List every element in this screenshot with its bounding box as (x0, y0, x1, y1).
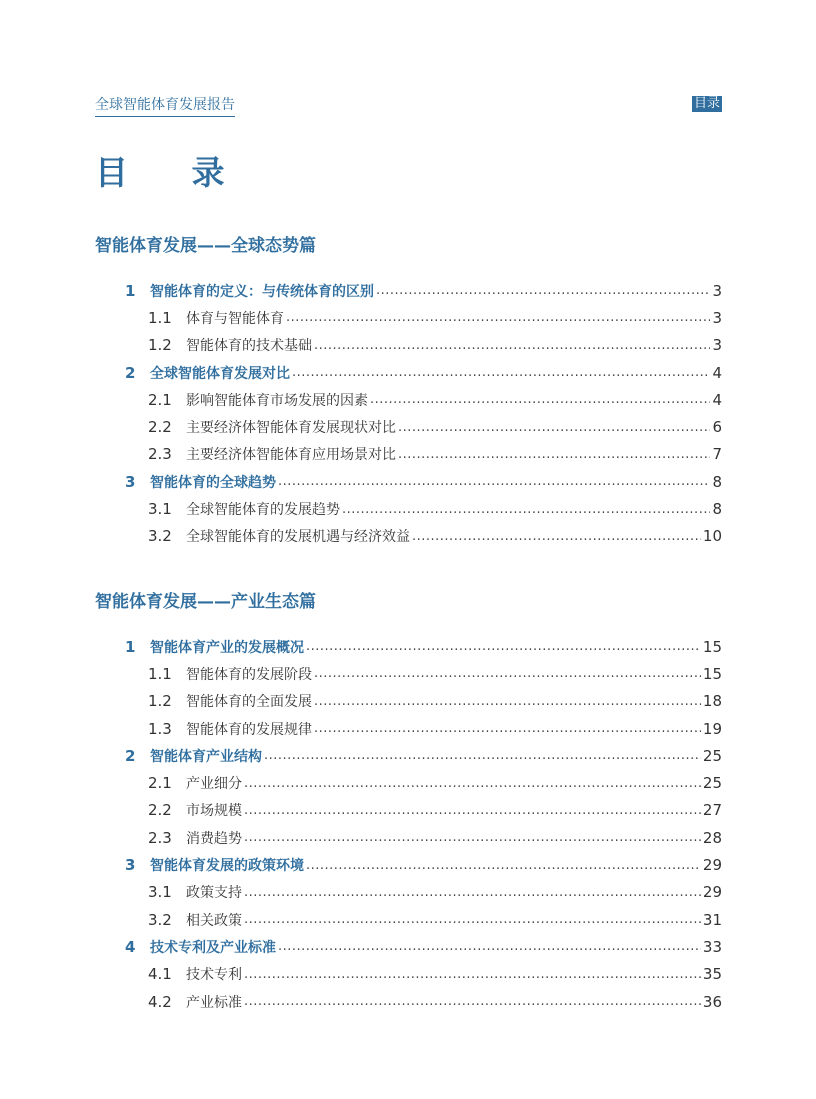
entry-page-number: 19 (702, 719, 722, 738)
dot-leader (314, 666, 701, 681)
entry-page-number: 10 (702, 527, 722, 546)
entry-number: 4.1 (148, 965, 172, 984)
toc-chapter-entry[interactable] (95, 468, 722, 495)
toc-subsection-entry[interactable] (95, 660, 722, 687)
entry-page-number: 15 (702, 637, 722, 656)
entry-number: 1 (125, 637, 136, 656)
dot-leader (286, 310, 710, 325)
dot-leader (412, 529, 701, 544)
toc-subsection-entry[interactable] (95, 441, 722, 468)
toc-subsection-entry[interactable] (95, 413, 722, 440)
dot-leader (376, 283, 710, 298)
entry-label: 主要经济体智能体育应用场景对比 (186, 447, 396, 464)
toc-subsection-entry[interactable] (95, 988, 722, 1015)
entry-page-number: 33 (702, 937, 722, 956)
page-title: 目 录 (95, 153, 251, 192)
toc-chapter-entry[interactable] (95, 633, 722, 660)
toc-subsection-entry[interactable] (95, 906, 722, 933)
toc-subsection-entry[interactable] (95, 879, 722, 906)
entry-label: 智能体育的发展规律 (186, 721, 312, 738)
entry-page-number: 6 (712, 418, 722, 437)
toc-chapter-entry[interactable] (95, 851, 722, 878)
dot-leader (314, 694, 701, 709)
entry-number: 3.2 (148, 910, 172, 929)
section-title: 智能体育发展——全球态势篇 (95, 236, 316, 256)
dot-leader (244, 912, 701, 927)
dot-leader (244, 776, 701, 791)
toc-chapter-entry[interactable] (95, 933, 722, 960)
entry-label: 相关政策 (186, 912, 242, 929)
entry-label: 全球智能体育的发展机遇与经济效益 (186, 529, 410, 546)
entry-label: 消费趋势 (186, 830, 242, 847)
dot-leader (342, 502, 710, 517)
entry-label: 技术专利 (186, 967, 242, 984)
toc-subsection-entry[interactable] (95, 797, 722, 824)
dot-leader (292, 365, 710, 380)
dot-leader (264, 748, 701, 763)
entry-page-number: 8 (712, 472, 722, 491)
entry-page-number: 35 (702, 965, 722, 984)
entry-page-number: 27 (702, 801, 722, 820)
toc-subsection-entry[interactable] (95, 688, 722, 715)
entry-number: 2 (125, 363, 136, 382)
entry-number: 1.2 (148, 336, 172, 355)
entry-number: 2.3 (148, 445, 172, 464)
toc-badge: 目录 (693, 96, 720, 111)
entry-page-number: 7 (712, 445, 722, 464)
entry-number: 2.2 (148, 801, 172, 820)
entry-label: 智能体育的全面发展 (186, 694, 312, 711)
toc-section-industry (95, 590, 722, 1015)
entry-label: 产业标准 (186, 994, 242, 1011)
entry-label: 产业细分 (186, 776, 242, 793)
entry-label: 智能体育的技术基础 (186, 338, 312, 355)
report-title: 全球智能体育发展报告 (95, 96, 235, 117)
entry-number: 1.1 (148, 664, 172, 683)
toc-chapter-entry[interactable] (95, 359, 722, 386)
dot-leader (398, 447, 710, 462)
toc-chapter-entry[interactable] (95, 277, 722, 304)
entry-label: 技术专利及产业标准 (150, 939, 276, 956)
entry-page-number: 15 (702, 664, 722, 683)
toc-subsection-entry[interactable] (95, 523, 722, 550)
dot-leader (244, 830, 701, 845)
toc-subsection-entry[interactable] (95, 304, 722, 331)
entry-page-number: 4 (712, 390, 722, 409)
dot-leader (314, 721, 701, 736)
entry-label: 影响智能体育市场发展的因素 (186, 392, 368, 409)
entry-number: 4 (125, 937, 136, 956)
toc-chapter-entry[interactable] (95, 742, 722, 769)
entry-label: 全球智能体育的发展趋势 (186, 502, 340, 519)
entry-number: 3.1 (148, 883, 172, 902)
entry-page-number: 29 (702, 883, 722, 902)
entry-page-number: 18 (702, 692, 722, 711)
entry-label: 主要经济体智能体育发展现状对比 (186, 420, 396, 437)
entry-number: 3 (125, 472, 136, 491)
entry-page-number: 3 (712, 308, 722, 327)
entry-number: 4.2 (148, 992, 172, 1011)
entry-page-number: 31 (702, 910, 722, 929)
toc-entries (95, 277, 722, 550)
entry-label: 智能体育的定义：与传统体育的区别 (150, 283, 374, 300)
entry-label: 智能体育产业的发展概况 (150, 639, 304, 656)
dot-leader (306, 639, 701, 654)
dot-leader (278, 939, 701, 954)
entry-page-number: 28 (702, 828, 722, 847)
dot-leader (244, 803, 701, 818)
entry-label: 市场规模 (186, 803, 242, 820)
entry-number: 2.2 (148, 418, 172, 437)
entry-number: 2.1 (148, 774, 172, 793)
section-title: 智能体育发展——产业生态篇 (95, 592, 316, 612)
toc-subsection-entry[interactable] (95, 769, 722, 796)
entry-label: 智能体育的发展阶段 (186, 666, 312, 683)
entry-label: 智能体育发展的政策环境 (150, 858, 304, 875)
entry-number: 2.3 (148, 828, 172, 847)
entry-number: 1.1 (148, 308, 172, 327)
dot-leader (278, 474, 710, 489)
dot-leader (244, 885, 701, 900)
page-header (95, 96, 722, 118)
toc-entries (95, 633, 722, 1015)
entry-page-number: 25 (702, 774, 722, 793)
toc-subsection-entry[interactable] (95, 824, 722, 851)
toc-subsection-entry[interactable] (95, 715, 722, 742)
toc-subsection-entry[interactable] (95, 961, 722, 988)
toc-section-global (95, 234, 722, 550)
entry-number: 1.3 (148, 719, 172, 738)
entry-number: 2.1 (148, 390, 172, 409)
entry-page-number: 25 (702, 746, 722, 765)
toc-subsection-entry[interactable] (95, 332, 722, 359)
entry-page-number: 8 (712, 500, 722, 519)
entry-number: 1 (125, 281, 136, 300)
entry-label: 智能体育产业结构 (150, 748, 262, 765)
dot-leader (306, 858, 701, 873)
entry-label: 政策支持 (186, 885, 242, 902)
entry-page-number: 4 (712, 363, 722, 382)
entry-page-number: 36 (702, 992, 722, 1011)
entry-page-number: 3 (712, 336, 722, 355)
entry-page-number: 3 (712, 281, 722, 300)
toc-subsection-entry[interactable] (95, 386, 722, 413)
entry-number: 3.1 (148, 500, 172, 519)
entry-label: 智能体育的全球趋势 (150, 474, 276, 491)
entry-page-number: 29 (702, 856, 722, 875)
entry-number: 3.2 (148, 527, 172, 546)
dot-leader (244, 994, 701, 1009)
dot-leader (370, 392, 710, 407)
dot-leader (314, 338, 710, 353)
dot-leader (398, 420, 710, 435)
entry-label: 全球智能体育发展对比 (150, 365, 290, 382)
entry-label: 体育与智能体育 (186, 310, 284, 327)
entry-number: 2 (125, 746, 136, 765)
toc-subsection-entry[interactable] (95, 495, 722, 522)
entry-number: 1.2 (148, 692, 172, 711)
entry-number: 3 (125, 856, 136, 875)
dot-leader (244, 967, 701, 982)
